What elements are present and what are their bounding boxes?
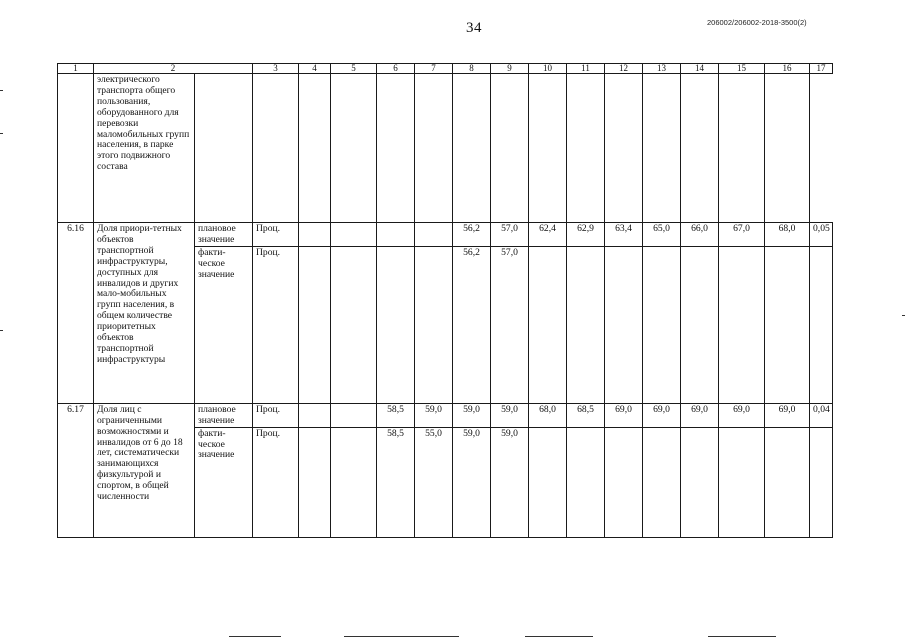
plan-value-cell: 57,0 bbox=[491, 223, 529, 247]
plan-value-label: плановое значение bbox=[195, 223, 253, 247]
plan-value-cell bbox=[331, 403, 377, 427]
plan-value-cell bbox=[377, 223, 415, 247]
table-cell bbox=[681, 74, 719, 223]
fact-value-cell bbox=[719, 246, 765, 403]
column-header: 4 bbox=[299, 64, 331, 74]
column-header: 16 bbox=[765, 64, 810, 74]
fact-value-cell bbox=[529, 246, 567, 403]
table-cell bbox=[810, 427, 833, 537]
unit-cell: Проц. bbox=[253, 403, 299, 427]
fact-value-cell: 57,0 bbox=[491, 246, 529, 403]
plan-value-cell: 69,0 bbox=[681, 403, 719, 427]
weight-cell: 0,04 bbox=[810, 403, 833, 427]
plan-value-cell: 68,0 bbox=[529, 403, 567, 427]
fact-value-cell: 56,2 bbox=[453, 246, 491, 403]
plan-value-cell: 67,0 bbox=[719, 223, 765, 247]
table-cell bbox=[299, 74, 331, 223]
scan-edge-mark bbox=[708, 636, 776, 637]
plan-value-cell: 56,2 bbox=[453, 223, 491, 247]
document-code: 206002/206002-2018-3500(2) bbox=[707, 18, 807, 27]
fact-value-cell: 59,0 bbox=[491, 427, 529, 537]
fact-value-cell bbox=[605, 246, 643, 403]
column-header: 13 bbox=[643, 64, 681, 74]
plan-value-cell: 68,0 bbox=[765, 223, 810, 247]
fact-value-cell bbox=[415, 246, 453, 403]
unit-cell: Проц. bbox=[253, 223, 299, 247]
column-header: 10 bbox=[529, 64, 567, 74]
column-header: 12 bbox=[605, 64, 643, 74]
table-body bbox=[58, 64, 833, 538]
table-cell bbox=[195, 74, 253, 223]
unit-cell: Проц. bbox=[253, 246, 299, 403]
plan-value-cell: 69,0 bbox=[719, 403, 765, 427]
plan-value-cell: 59,0 bbox=[415, 403, 453, 427]
table-cell bbox=[567, 74, 605, 223]
fact-value-label: факти-ческое значение bbox=[195, 427, 253, 537]
fact-value-cell bbox=[643, 427, 681, 537]
indicator-plan-row bbox=[58, 223, 833, 247]
column-header: 7 bbox=[415, 64, 453, 74]
fact-value-cell: 59,0 bbox=[453, 427, 491, 537]
fact-value-cell bbox=[299, 427, 331, 537]
indicator-name: Доля приори-тетных объектов транспортной инфраструктуры, доступных для инвалидов и других мало-мобильных групп населения, в общем количестве приоритетных объектов транспортной инфраструктуры bbox=[94, 223, 195, 404]
fact-value-cell bbox=[529, 427, 567, 537]
fact-value-cell bbox=[331, 427, 377, 537]
plan-value-cell: 66,0 bbox=[681, 223, 719, 247]
column-header: 11 bbox=[567, 64, 605, 74]
continuation-row bbox=[58, 74, 833, 223]
plan-value-cell: 65,0 bbox=[643, 223, 681, 247]
table-cell bbox=[810, 246, 833, 403]
plan-value-cell bbox=[415, 223, 453, 247]
scan-edge-mark bbox=[344, 636, 459, 637]
column-number-header-row bbox=[58, 64, 833, 74]
plan-value-cell: 69,0 bbox=[765, 403, 810, 427]
indicator-number: 6.17 bbox=[58, 403, 94, 537]
fact-value-cell bbox=[765, 427, 810, 537]
plan-value-cell: 58,5 bbox=[377, 403, 415, 427]
table-cell bbox=[253, 74, 299, 223]
table-cell bbox=[331, 74, 377, 223]
fact-value-cell: 58,5 bbox=[377, 427, 415, 537]
column-header: 8 bbox=[453, 64, 491, 74]
plan-value-cell bbox=[331, 223, 377, 247]
indicator-number: 6.16 bbox=[58, 223, 94, 404]
plan-value-cell bbox=[299, 223, 331, 247]
fact-value-cell bbox=[681, 246, 719, 403]
scan-edge-mark bbox=[0, 330, 3, 331]
fact-value-cell bbox=[299, 246, 331, 403]
fact-value-cell bbox=[567, 427, 605, 537]
plan-value-cell: 59,0 bbox=[491, 403, 529, 427]
plan-value-cell: 59,0 bbox=[453, 403, 491, 427]
unit-cell: Проц. bbox=[253, 427, 299, 537]
page-number: 34 bbox=[466, 20, 482, 36]
continued-indicator-name: электрического транспорта общего пользования, оборудованного для перевозки маломобильных групп населения, в парке этого подвижного состава bbox=[94, 74, 195, 223]
column-header: 1 bbox=[58, 64, 94, 74]
indicators-table bbox=[57, 63, 833, 538]
indicator-plan-row bbox=[58, 403, 833, 427]
table-cell bbox=[415, 74, 453, 223]
scan-edge-mark bbox=[525, 636, 593, 637]
scan-edge-mark bbox=[0, 90, 3, 91]
plan-value-cell: 68,5 bbox=[567, 403, 605, 427]
column-header: 3 bbox=[253, 64, 299, 74]
table-cell bbox=[765, 74, 810, 223]
table-cell bbox=[377, 74, 415, 223]
plan-value-cell bbox=[299, 403, 331, 427]
plan-value-cell: 62,4 bbox=[529, 223, 567, 247]
scan-edge-mark bbox=[0, 133, 3, 134]
fact-value-cell bbox=[605, 427, 643, 537]
plan-value-cell: 69,0 bbox=[643, 403, 681, 427]
fact-value-cell bbox=[719, 427, 765, 537]
fact-value-cell bbox=[567, 246, 605, 403]
fact-value-cell bbox=[681, 427, 719, 537]
scan-edge-mark bbox=[229, 636, 281, 637]
column-header: 14 bbox=[681, 64, 719, 74]
fact-value-cell bbox=[643, 246, 681, 403]
plan-value-cell: 63,4 bbox=[605, 223, 643, 247]
plan-value-cell: 69,0 bbox=[605, 403, 643, 427]
column-header: 5 bbox=[331, 64, 377, 74]
table-cell bbox=[491, 74, 529, 223]
fact-value-label: факти-ческое значение bbox=[195, 246, 253, 403]
column-header: 17 bbox=[810, 64, 833, 74]
indicator-name: Доля лиц с ограниченными возможностями и инвалидов от 6 до 18 лет, систематически занимающихся физкультурой и спортом, в общей численности bbox=[94, 403, 195, 537]
fact-value-cell bbox=[331, 246, 377, 403]
table-cell bbox=[643, 74, 681, 223]
column-header: 15 bbox=[719, 64, 765, 74]
table-cell bbox=[605, 74, 643, 223]
weight-cell: 0,05 bbox=[810, 223, 833, 247]
plan-value-cell: 62,9 bbox=[567, 223, 605, 247]
fact-value-cell bbox=[765, 246, 810, 403]
column-header: 2 bbox=[94, 64, 253, 74]
table-cell bbox=[453, 74, 491, 223]
fact-value-cell: 55,0 bbox=[415, 427, 453, 537]
fact-value-cell bbox=[377, 246, 415, 403]
plan-value-label: плановое значение bbox=[195, 403, 253, 427]
table-cell bbox=[529, 74, 567, 223]
column-header: 9 bbox=[491, 64, 529, 74]
table-cell bbox=[719, 74, 765, 223]
column-header: 6 bbox=[377, 64, 415, 74]
table-cell bbox=[58, 74, 94, 223]
